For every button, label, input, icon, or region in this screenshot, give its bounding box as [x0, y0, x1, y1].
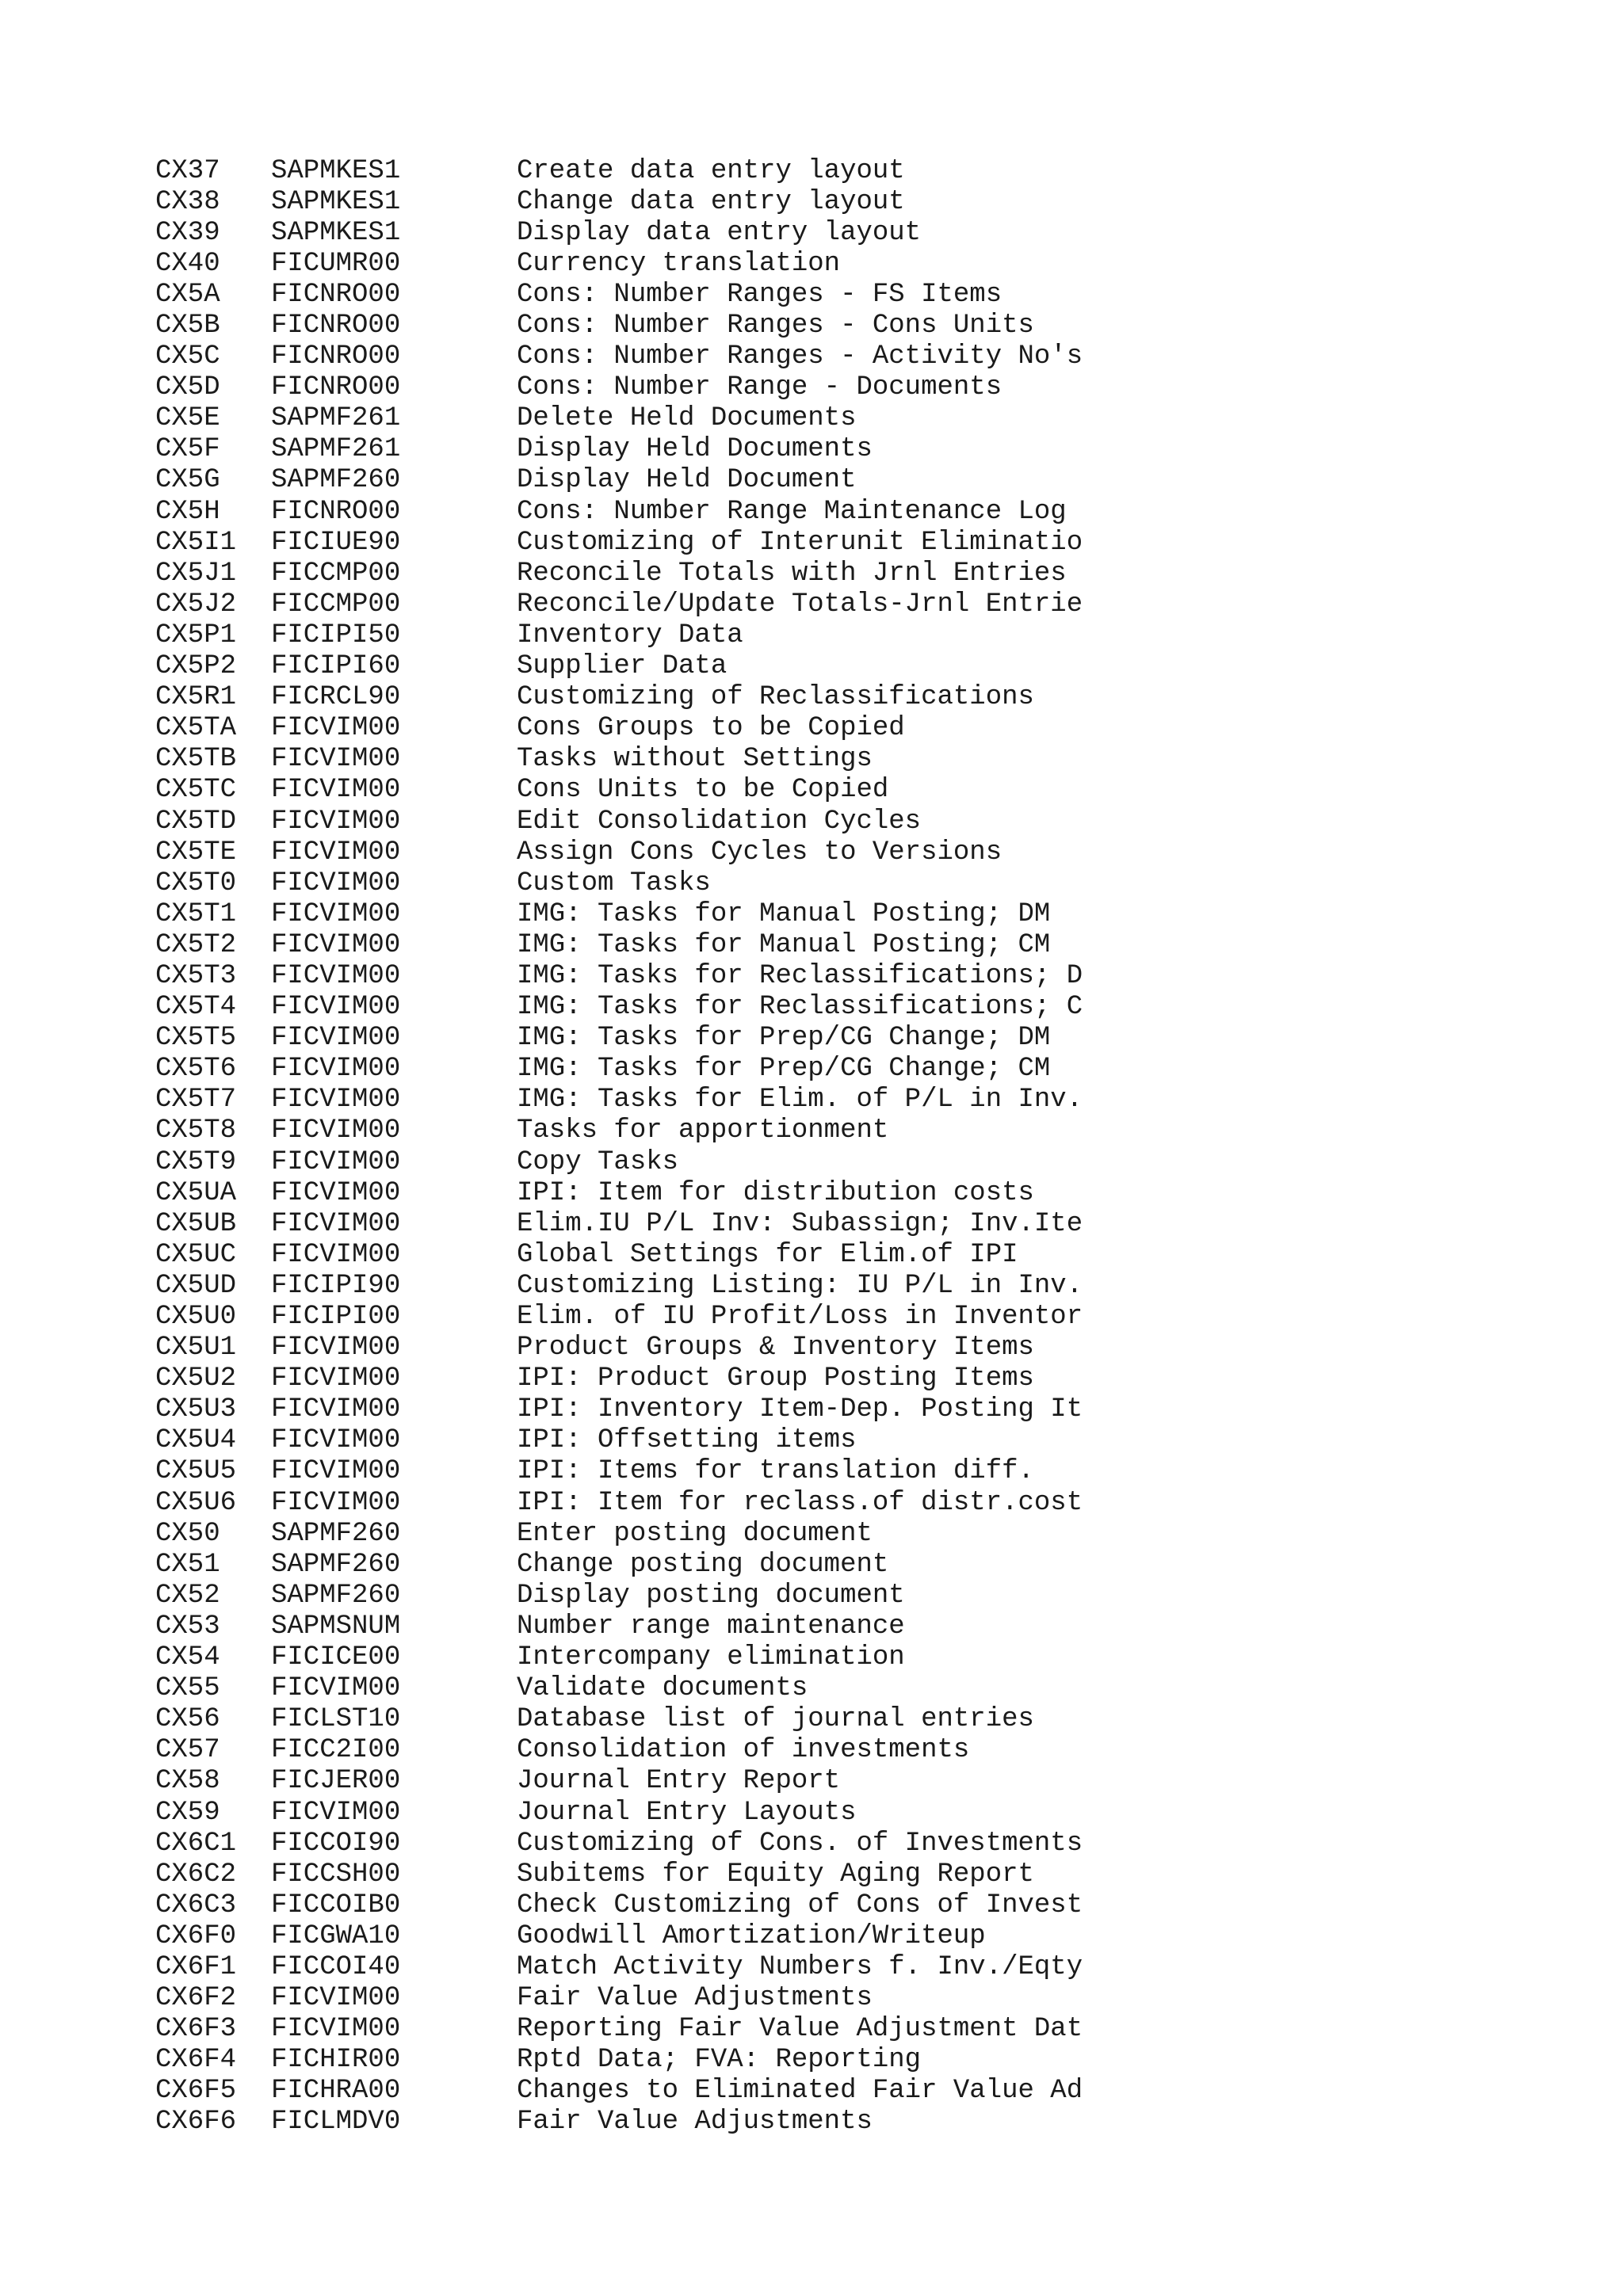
- transaction-code: CX54: [155, 1642, 220, 1673]
- list-item: [155, 1642, 1503, 1673]
- list-item: [155, 2045, 1503, 2076]
- transaction-code: CX5B: [155, 311, 220, 341]
- program-name: SAPMF260: [271, 465, 401, 496]
- list-item: [155, 837, 1503, 868]
- list-item: [155, 434, 1503, 465]
- list-item: [155, 1951, 1503, 1982]
- list-item: [155, 1425, 1503, 1456]
- transaction-description: Reconcile/Update Totals-Jrnl Entrie: [517, 589, 1083, 620]
- transaction-description: Customizing of Reclassifications: [517, 682, 1034, 713]
- transaction-code: CX6C1: [155, 1828, 237, 1859]
- list-item: [155, 1146, 1503, 1177]
- list-item: [155, 527, 1503, 558]
- transaction-description: Inventory Data: [517, 620, 743, 650]
- transaction-description: IMG: Tasks for Manual Posting; DM: [517, 898, 1051, 929]
- program-name: FICGWA10: [271, 1920, 401, 1951]
- transaction-code: CX52: [155, 1580, 220, 1611]
- transaction-description: IPI: Inventory Item-Dep. Posting It: [517, 1394, 1083, 1425]
- program-name: FICRCL90: [271, 682, 401, 713]
- program-name: FICNRO00: [271, 311, 401, 341]
- list-item: [155, 620, 1503, 650]
- program-name: FICNRO00: [271, 279, 401, 310]
- transaction-code: CX5T1: [155, 898, 237, 929]
- transaction-description: IPI: Item for distribution costs: [517, 1177, 1034, 1208]
- program-name: FICVIM00: [271, 837, 401, 868]
- program-name: SAPMKES1: [271, 186, 401, 217]
- transaction-code: CX6C2: [155, 1859, 237, 1890]
- transaction-description: Tasks for apportionment: [517, 1116, 889, 1146]
- list-item: [155, 775, 1503, 806]
- program-name: FICVIM00: [271, 1333, 401, 1363]
- transaction-code: CX5U3: [155, 1394, 237, 1425]
- transaction-code: CX6F0: [155, 1920, 237, 1951]
- list-item: [155, 2107, 1503, 2138]
- program-name: FICVIM00: [271, 1487, 401, 1518]
- transaction-description: Tasks without Settings: [517, 744, 873, 775]
- transaction-code: CX5A: [155, 279, 220, 310]
- transaction-code: CX5TE: [155, 837, 237, 868]
- transaction-description: Reconcile Totals with Jrnl Entries: [517, 558, 1067, 589]
- list-item: [155, 217, 1503, 248]
- program-name: FICNRO00: [271, 372, 401, 403]
- transaction-description: Elim.IU P/L Inv: Subassign; Inv.Ite: [517, 1208, 1083, 1239]
- transaction-description: Cons Units to be Copied: [517, 775, 889, 806]
- program-name: FICLMDV0: [271, 2107, 401, 2138]
- program-name: FICVIM00: [271, 1208, 401, 1239]
- list-item: [155, 558, 1503, 589]
- list-item: [155, 372, 1503, 403]
- list-item: [155, 1580, 1503, 1611]
- program-name: FICIPI90: [271, 1270, 401, 1301]
- transaction-code: CX5T5: [155, 1023, 237, 1054]
- transaction-description: Goodwill Amortization/Writeup: [517, 1920, 986, 1951]
- transaction-code: CX6F6: [155, 2107, 237, 2138]
- transaction-code: CX5R1: [155, 682, 237, 713]
- program-name: FICVIM00: [271, 1116, 401, 1146]
- transaction-description: Fair Value Adjustments: [517, 1983, 873, 2014]
- transaction-code: CX56: [155, 1704, 220, 1735]
- program-name: FICVIM00: [271, 744, 401, 775]
- program-name: FICVIM00: [271, 960, 401, 991]
- transaction-description: Validate documents: [517, 1673, 808, 1704]
- list-item: [155, 713, 1503, 744]
- program-name: SAPMSNUM: [271, 1611, 401, 1642]
- transaction-code-list: [155, 155, 1503, 2138]
- transaction-code: CX5P1: [155, 620, 237, 650]
- program-name: FICNRO00: [271, 341, 401, 372]
- program-name: SAPMKES1: [271, 217, 401, 248]
- transaction-description: Consolidation of investments: [517, 1735, 970, 1766]
- transaction-code: CX5TA: [155, 713, 237, 744]
- transaction-code: CX5UC: [155, 1239, 237, 1270]
- transaction-code: CX5U0: [155, 1302, 237, 1333]
- list-item: [155, 1549, 1503, 1580]
- transaction-code: CX5U1: [155, 1333, 237, 1363]
- list-item: [155, 155, 1503, 186]
- transaction-description: Journal Entry Layouts: [517, 1797, 857, 1828]
- transaction-description: Display data entry layout: [517, 217, 922, 248]
- transaction-code: CX5T3: [155, 960, 237, 991]
- list-item: [155, 898, 1503, 929]
- transaction-code: CX5J2: [155, 589, 237, 620]
- program-name: SAPMF260: [271, 1549, 401, 1580]
- list-item: [155, 1177, 1503, 1208]
- transaction-description: Product Groups & Inventory Items: [517, 1333, 1034, 1363]
- program-name: FICVIM00: [271, 1456, 401, 1487]
- transaction-code: CX5I1: [155, 527, 237, 558]
- list-item: [155, 806, 1503, 837]
- list-item: [155, 2014, 1503, 2045]
- transaction-code: CX5U2: [155, 1363, 237, 1394]
- transaction-code: CX5UB: [155, 1208, 237, 1239]
- list-item: [155, 310, 1503, 341]
- transaction-description: Reporting Fair Value Adjustment Dat: [517, 2014, 1083, 2045]
- transaction-code: CX6F3: [155, 2014, 237, 2045]
- transaction-description: Cons: Number Ranges - Cons Units: [517, 311, 1034, 341]
- program-name: FICHRA00: [271, 2076, 401, 2107]
- list-item: [155, 1983, 1503, 2014]
- transaction-code: CX5U5: [155, 1456, 237, 1487]
- program-name: FICICE00: [271, 1642, 401, 1673]
- transaction-code: CX5UD: [155, 1270, 237, 1301]
- transaction-code: CX58: [155, 1766, 220, 1797]
- transaction-description: IMG: Tasks for Prep/CG Change; DM: [517, 1023, 1051, 1054]
- list-item: [155, 1054, 1503, 1085]
- list-item: [155, 868, 1503, 898]
- list-item: [155, 1828, 1503, 1859]
- transaction-description: IMG: Tasks for Reclassifications; C: [517, 992, 1083, 1023]
- transaction-code: CX5F: [155, 434, 220, 465]
- transaction-description: Custom Tasks: [517, 868, 711, 898]
- transaction-code: CX57: [155, 1735, 220, 1766]
- transaction-code: CX5T6: [155, 1054, 237, 1085]
- transaction-description: Cons: Number Ranges - Activity No's: [517, 341, 1083, 372]
- transaction-code: CX6F4: [155, 2045, 237, 2076]
- transaction-description: Display Held Document: [517, 465, 857, 496]
- transaction-description: Number range maintenance: [517, 1611, 905, 1642]
- transaction-description: Supplier Data: [517, 651, 727, 682]
- list-item: [155, 1890, 1503, 1920]
- transaction-description: Delete Held Documents: [517, 403, 857, 434]
- program-name: FICVIM00: [271, 1177, 401, 1208]
- list-item: [155, 341, 1503, 372]
- program-name: FICUMR00: [271, 248, 401, 279]
- list-item: [155, 1859, 1503, 1890]
- list-item: [155, 186, 1503, 217]
- program-name: FICNRO00: [271, 496, 401, 527]
- transaction-code: CX5TB: [155, 744, 237, 775]
- transaction-code: CX5D: [155, 372, 220, 403]
- transaction-description: Journal Entry Report: [517, 1766, 841, 1797]
- list-item: [155, 1611, 1503, 1642]
- program-name: FICVIM00: [271, 1394, 401, 1425]
- transaction-description: IMG: Tasks for Reclassifications; D: [517, 960, 1083, 991]
- transaction-description: Assign Cons Cycles to Versions: [517, 837, 1002, 868]
- program-name: FICVIM00: [271, 992, 401, 1023]
- list-item: [155, 1704, 1503, 1735]
- program-name: SAPMF261: [271, 403, 401, 434]
- transaction-description: IPI: Item for reclass.of distr.cost: [517, 1487, 1083, 1518]
- program-name: FICIPI60: [271, 651, 401, 682]
- transaction-code: CX37: [155, 155, 220, 186]
- program-name: FICVIM00: [271, 1983, 401, 2014]
- program-name: SAPMKES1: [271, 155, 401, 186]
- list-item: [155, 465, 1503, 496]
- program-name: FICIPI00: [271, 1302, 401, 1333]
- transaction-description: Copy Tasks: [517, 1146, 679, 1177]
- transaction-code: CX5T8: [155, 1116, 237, 1146]
- transaction-description: Cons: Number Range - Documents: [517, 372, 1002, 403]
- transaction-code: CX5G: [155, 465, 220, 496]
- list-item: [155, 1085, 1503, 1116]
- transaction-code: CX38: [155, 186, 220, 217]
- list-item: [155, 1333, 1503, 1363]
- list-item: [155, 279, 1503, 310]
- transaction-description: Database list of journal entries: [517, 1704, 1034, 1735]
- transaction-code: CX59: [155, 1797, 220, 1828]
- program-name: FICVIM00: [271, 1146, 401, 1177]
- transaction-code: CX53: [155, 1611, 220, 1642]
- transaction-code: CX6C3: [155, 1890, 237, 1920]
- list-item: [155, 1797, 1503, 1828]
- list-item: [155, 403, 1503, 434]
- transaction-description: Cons: Number Range Maintenance Log: [517, 496, 1067, 527]
- transaction-description: Display posting document: [517, 1580, 905, 1611]
- transaction-description: Cons: Number Ranges - FS Items: [517, 279, 1002, 310]
- list-item: [155, 960, 1503, 991]
- program-name: FICVIM00: [271, 775, 401, 806]
- list-item: [155, 496, 1503, 527]
- transaction-code: CX5TC: [155, 775, 237, 806]
- transaction-code: CX5T2: [155, 929, 237, 960]
- program-name: FICVIM00: [271, 1673, 401, 1704]
- list-item: [155, 1208, 1503, 1239]
- program-name: FICVIM00: [271, 1054, 401, 1085]
- transaction-description: Edit Consolidation Cycles: [517, 806, 922, 837]
- transaction-description: Display Held Documents: [517, 434, 873, 465]
- transaction-description: IMG: Tasks for Manual Posting; CM: [517, 929, 1051, 960]
- transaction-code: CX5E: [155, 403, 220, 434]
- transaction-code: CX6F2: [155, 1983, 237, 2014]
- transaction-code: CX5J1: [155, 558, 237, 589]
- list-item: [155, 1456, 1503, 1487]
- transaction-code: CX5U6: [155, 1487, 237, 1518]
- transaction-description: Changes to Eliminated Fair Value Ad: [517, 2076, 1083, 2107]
- transaction-code: CX40: [155, 248, 220, 279]
- list-item: [155, 744, 1503, 775]
- list-item: [155, 1239, 1503, 1270]
- program-name: FICVIM00: [271, 898, 401, 929]
- transaction-description: Create data entry layout: [517, 155, 905, 186]
- transaction-code: CX51: [155, 1549, 220, 1580]
- program-name: FICIUE90: [271, 527, 401, 558]
- transaction-code: CX5T4: [155, 992, 237, 1023]
- transaction-code: CX5T0: [155, 868, 237, 898]
- list-item: [155, 1116, 1503, 1146]
- transaction-description: Intercompany elimination: [517, 1642, 905, 1673]
- transaction-description: Currency translation: [517, 248, 841, 279]
- list-item: [155, 1673, 1503, 1704]
- program-name: SAPMF260: [271, 1580, 401, 1611]
- program-name: FICVIM00: [271, 1023, 401, 1054]
- list-item: [155, 992, 1503, 1023]
- list-item: [155, 1270, 1503, 1301]
- list-item: [155, 682, 1503, 713]
- program-name: FICVIM00: [271, 1239, 401, 1270]
- program-name: FICVIM00: [271, 713, 401, 744]
- program-name: FICCMP00: [271, 558, 401, 589]
- transaction-description: Fair Value Adjustments: [517, 2107, 873, 2138]
- program-name: FICCOIB0: [271, 1890, 401, 1920]
- program-name: FICCMP00: [271, 589, 401, 620]
- transaction-code: CX50: [155, 1518, 220, 1549]
- list-item: [155, 2076, 1503, 2107]
- transaction-code: CX5T7: [155, 1085, 237, 1116]
- transaction-description: IPI: Offsetting items: [517, 1425, 857, 1456]
- program-name: FICLST10: [271, 1704, 401, 1735]
- list-item: [155, 1920, 1503, 1951]
- transaction-description: IPI: Product Group Posting Items: [517, 1363, 1034, 1394]
- transaction-description: Rptd Data; FVA: Reporting: [517, 2045, 922, 2076]
- program-name: FICCOI40: [271, 1951, 401, 1982]
- program-name: FICVIM00: [271, 1797, 401, 1828]
- transaction-code: CX39: [155, 217, 220, 248]
- list-item: [155, 1518, 1503, 1549]
- list-item: [155, 651, 1503, 682]
- list-item: [155, 1394, 1503, 1425]
- program-name: FICC2I00: [271, 1735, 401, 1766]
- transaction-description: Change posting document: [517, 1549, 889, 1580]
- transaction-description: Elim. of IU Profit/Loss in Inventor: [517, 1302, 1083, 1333]
- transaction-code: CX6F5: [155, 2076, 237, 2107]
- program-name: FICCSH00: [271, 1859, 401, 1890]
- program-name: FICVIM00: [271, 929, 401, 960]
- list-item: [155, 929, 1503, 960]
- list-item: [155, 1766, 1503, 1797]
- transaction-code: CX5T9: [155, 1146, 237, 1177]
- transaction-description: IMG: Tasks for Prep/CG Change; CM: [517, 1054, 1051, 1085]
- transaction-description: Change data entry layout: [517, 186, 905, 217]
- transaction-code: CX6F1: [155, 1951, 237, 1982]
- program-name: FICVIM00: [271, 806, 401, 837]
- program-name: FICVIM00: [271, 1425, 401, 1456]
- program-name: SAPMF261: [271, 434, 401, 465]
- program-name: FICJER00: [271, 1766, 401, 1797]
- transaction-description: Match Activity Numbers f. Inv./Eqty: [517, 1951, 1083, 1982]
- transaction-code: CX5U4: [155, 1425, 237, 1456]
- transaction-code: CX5H: [155, 496, 220, 527]
- transaction-code: CX5P2: [155, 651, 237, 682]
- transaction-code: CX5C: [155, 341, 220, 372]
- transaction-description: IPI: Items for translation diff.: [517, 1456, 1034, 1487]
- list-item: [155, 1735, 1503, 1766]
- list-item: [155, 248, 1503, 279]
- transaction-description: Global Settings for Elim.of IPI: [517, 1239, 1018, 1270]
- list-item: [155, 1023, 1503, 1054]
- transaction-code: CX55: [155, 1673, 220, 1704]
- transaction-description: IMG: Tasks for Elim. of P/L in Inv.: [517, 1085, 1083, 1116]
- transaction-description: Enter posting document: [517, 1518, 873, 1549]
- list-item: [155, 1487, 1503, 1518]
- list-item: [155, 1363, 1503, 1394]
- program-name: FICVIM00: [271, 1363, 401, 1394]
- transaction-description: Cons Groups to be Copied: [517, 713, 905, 744]
- transaction-description: Customizing of Cons. of Investments: [517, 1828, 1083, 1859]
- program-name: FICHIR00: [271, 2045, 401, 2076]
- transaction-description: Subitems for Equity Aging Report: [517, 1859, 1034, 1890]
- program-name: FICVIM00: [271, 2014, 401, 2045]
- program-name: FICIPI50: [271, 620, 401, 650]
- program-name: FICVIM00: [271, 1085, 401, 1116]
- program-name: FICCOI90: [271, 1828, 401, 1859]
- program-name: SAPMF260: [271, 1518, 401, 1549]
- transaction-description: Check Customizing of Cons of Invest: [517, 1890, 1083, 1920]
- list-item: [155, 1301, 1503, 1332]
- transaction-code: CX5UA: [155, 1177, 237, 1208]
- transaction-description: Customizing of Interunit Eliminatio: [517, 527, 1083, 558]
- list-item: [155, 589, 1503, 620]
- program-name: FICVIM00: [271, 868, 401, 898]
- transaction-code: CX5TD: [155, 806, 237, 837]
- transaction-description: Customizing Listing: IU P/L in Inv.: [517, 1270, 1083, 1301]
